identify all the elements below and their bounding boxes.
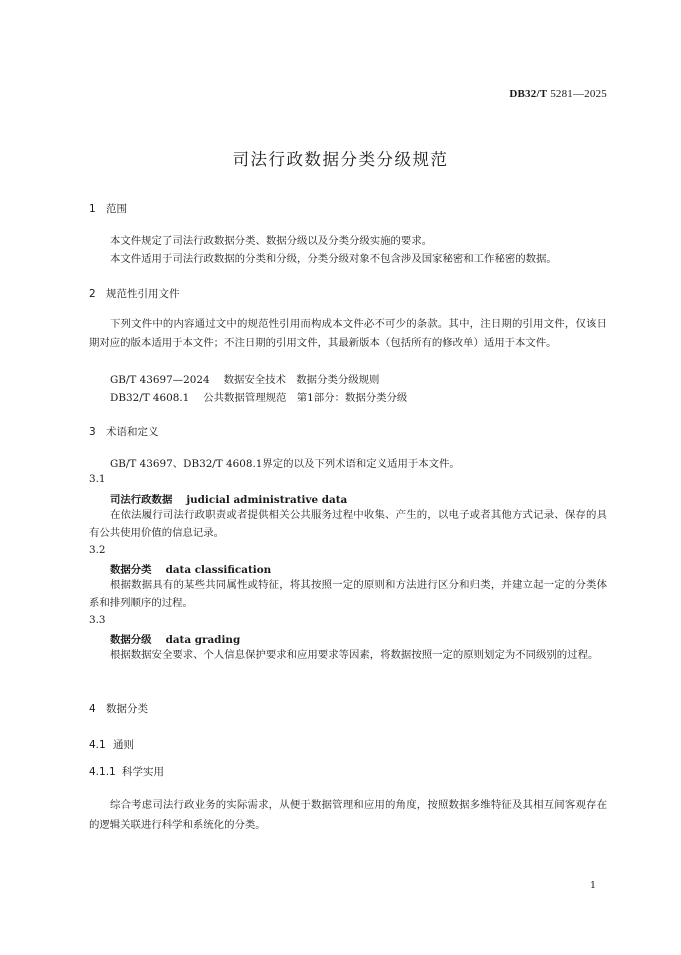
subsection-4-1-heading <box>89 737 134 752</box>
section-title: 通则 <box>113 739 134 751</box>
section-2-heading <box>89 286 180 301</box>
page-number: 1 <box>589 880 596 891</box>
paragraph: 本文件适用于司法行政数据的分类和分级，分类分级对象不包含涉及国家秘密和工作秘密的数据。 <box>110 253 557 265</box>
term-definition: 根据数据具有的某些共同属性或特征，将其按照一定的原则和方法进行区分和归类，并建立起一定的分类体系和排列顺序的过程。 <box>89 579 607 609</box>
paragraph: 综合考虑司法行政业务的实际需求，从便于数据管理和应用的角度，按照数据多维特征及其相互间客观存在的逻辑关联进行科学和系统化的分类。 <box>89 799 607 831</box>
section-number: 3 <box>89 426 96 438</box>
standard-prefix: DB32/T <box>509 88 548 100</box>
section-3-heading <box>89 424 159 439</box>
reference-code: DB32/T 4608.1 <box>110 392 190 404</box>
section-4-heading <box>89 701 148 716</box>
document-title: 司法行政数据分类分级规范 <box>232 150 449 169</box>
subsection-4-1-1-heading <box>89 764 164 779</box>
section-number: 4 <box>89 703 96 715</box>
paragraph: 下列文件中的内容通过文中的规范性引用而构成本文件必不可少的条款。其中，注日期的引用文件，仅该日期对应的版本适用于本文件；不注日期的引用文件，其最新版本（包括所有的修改单）适用于本文件。 <box>89 318 607 349</box>
term-en: judicial administrative data <box>186 494 348 506</box>
term-definition: 在依法履行司法行政职责或者提供相关公共服务过程中收集、产生的，以电子或者其他方式记录、保存的具有公共使用价值的信息记录。 <box>89 509 607 539</box>
term-zh: 数据分类 <box>110 564 152 576</box>
term-heading <box>110 561 271 576</box>
section-number: 2 <box>89 288 96 300</box>
term-definition: 根据数据安全要求、个人信息保护要求和应用要求等因素，将数据按照一定的原则划定为不同级别的过程。 <box>110 649 599 661</box>
term-number: 3.1 <box>89 473 106 485</box>
standard-code <box>509 88 607 100</box>
term-number: 3.2 <box>89 544 106 556</box>
section-number: 4.1.1 <box>89 766 116 778</box>
reference-item <box>110 371 379 386</box>
section-title: 数据分类 <box>106 703 148 715</box>
term-number: 3.3 <box>89 614 106 626</box>
reference-item <box>110 389 407 404</box>
section-title: 术语和定义 <box>106 426 159 438</box>
section-title: 科学实用 <box>122 766 164 778</box>
term-en: data classification <box>165 564 272 576</box>
term-heading <box>110 631 240 646</box>
paragraph: 本文件规定了司法行政数据分类、数据分级以及分类分级实施的要求。 <box>110 235 433 247</box>
paragraph: GB/T 43697、DB32/T 4608.1界定的以及下列术语和定义适用于本文件。 <box>110 458 460 470</box>
standard-number: 5281—2025 <box>550 88 607 100</box>
reference-code: GB/T 43697—2024 <box>110 374 210 386</box>
reference-title: 公共数据管理规范 第1部分：数据分类分级 <box>203 392 408 404</box>
section-number: 4.1 <box>89 739 106 751</box>
section-1-heading <box>89 201 127 216</box>
reference-title: 数据安全技术 数据分类分级规则 <box>223 374 380 386</box>
term-zh: 数据分级 <box>110 634 152 646</box>
section-title: 规范性引用文件 <box>106 288 180 300</box>
term-heading <box>110 491 347 506</box>
term-en: data grading <box>165 634 241 646</box>
section-title: 范围 <box>106 203 127 215</box>
term-zh: 司法行政数据 <box>110 494 173 506</box>
section-number: 1 <box>89 203 96 215</box>
